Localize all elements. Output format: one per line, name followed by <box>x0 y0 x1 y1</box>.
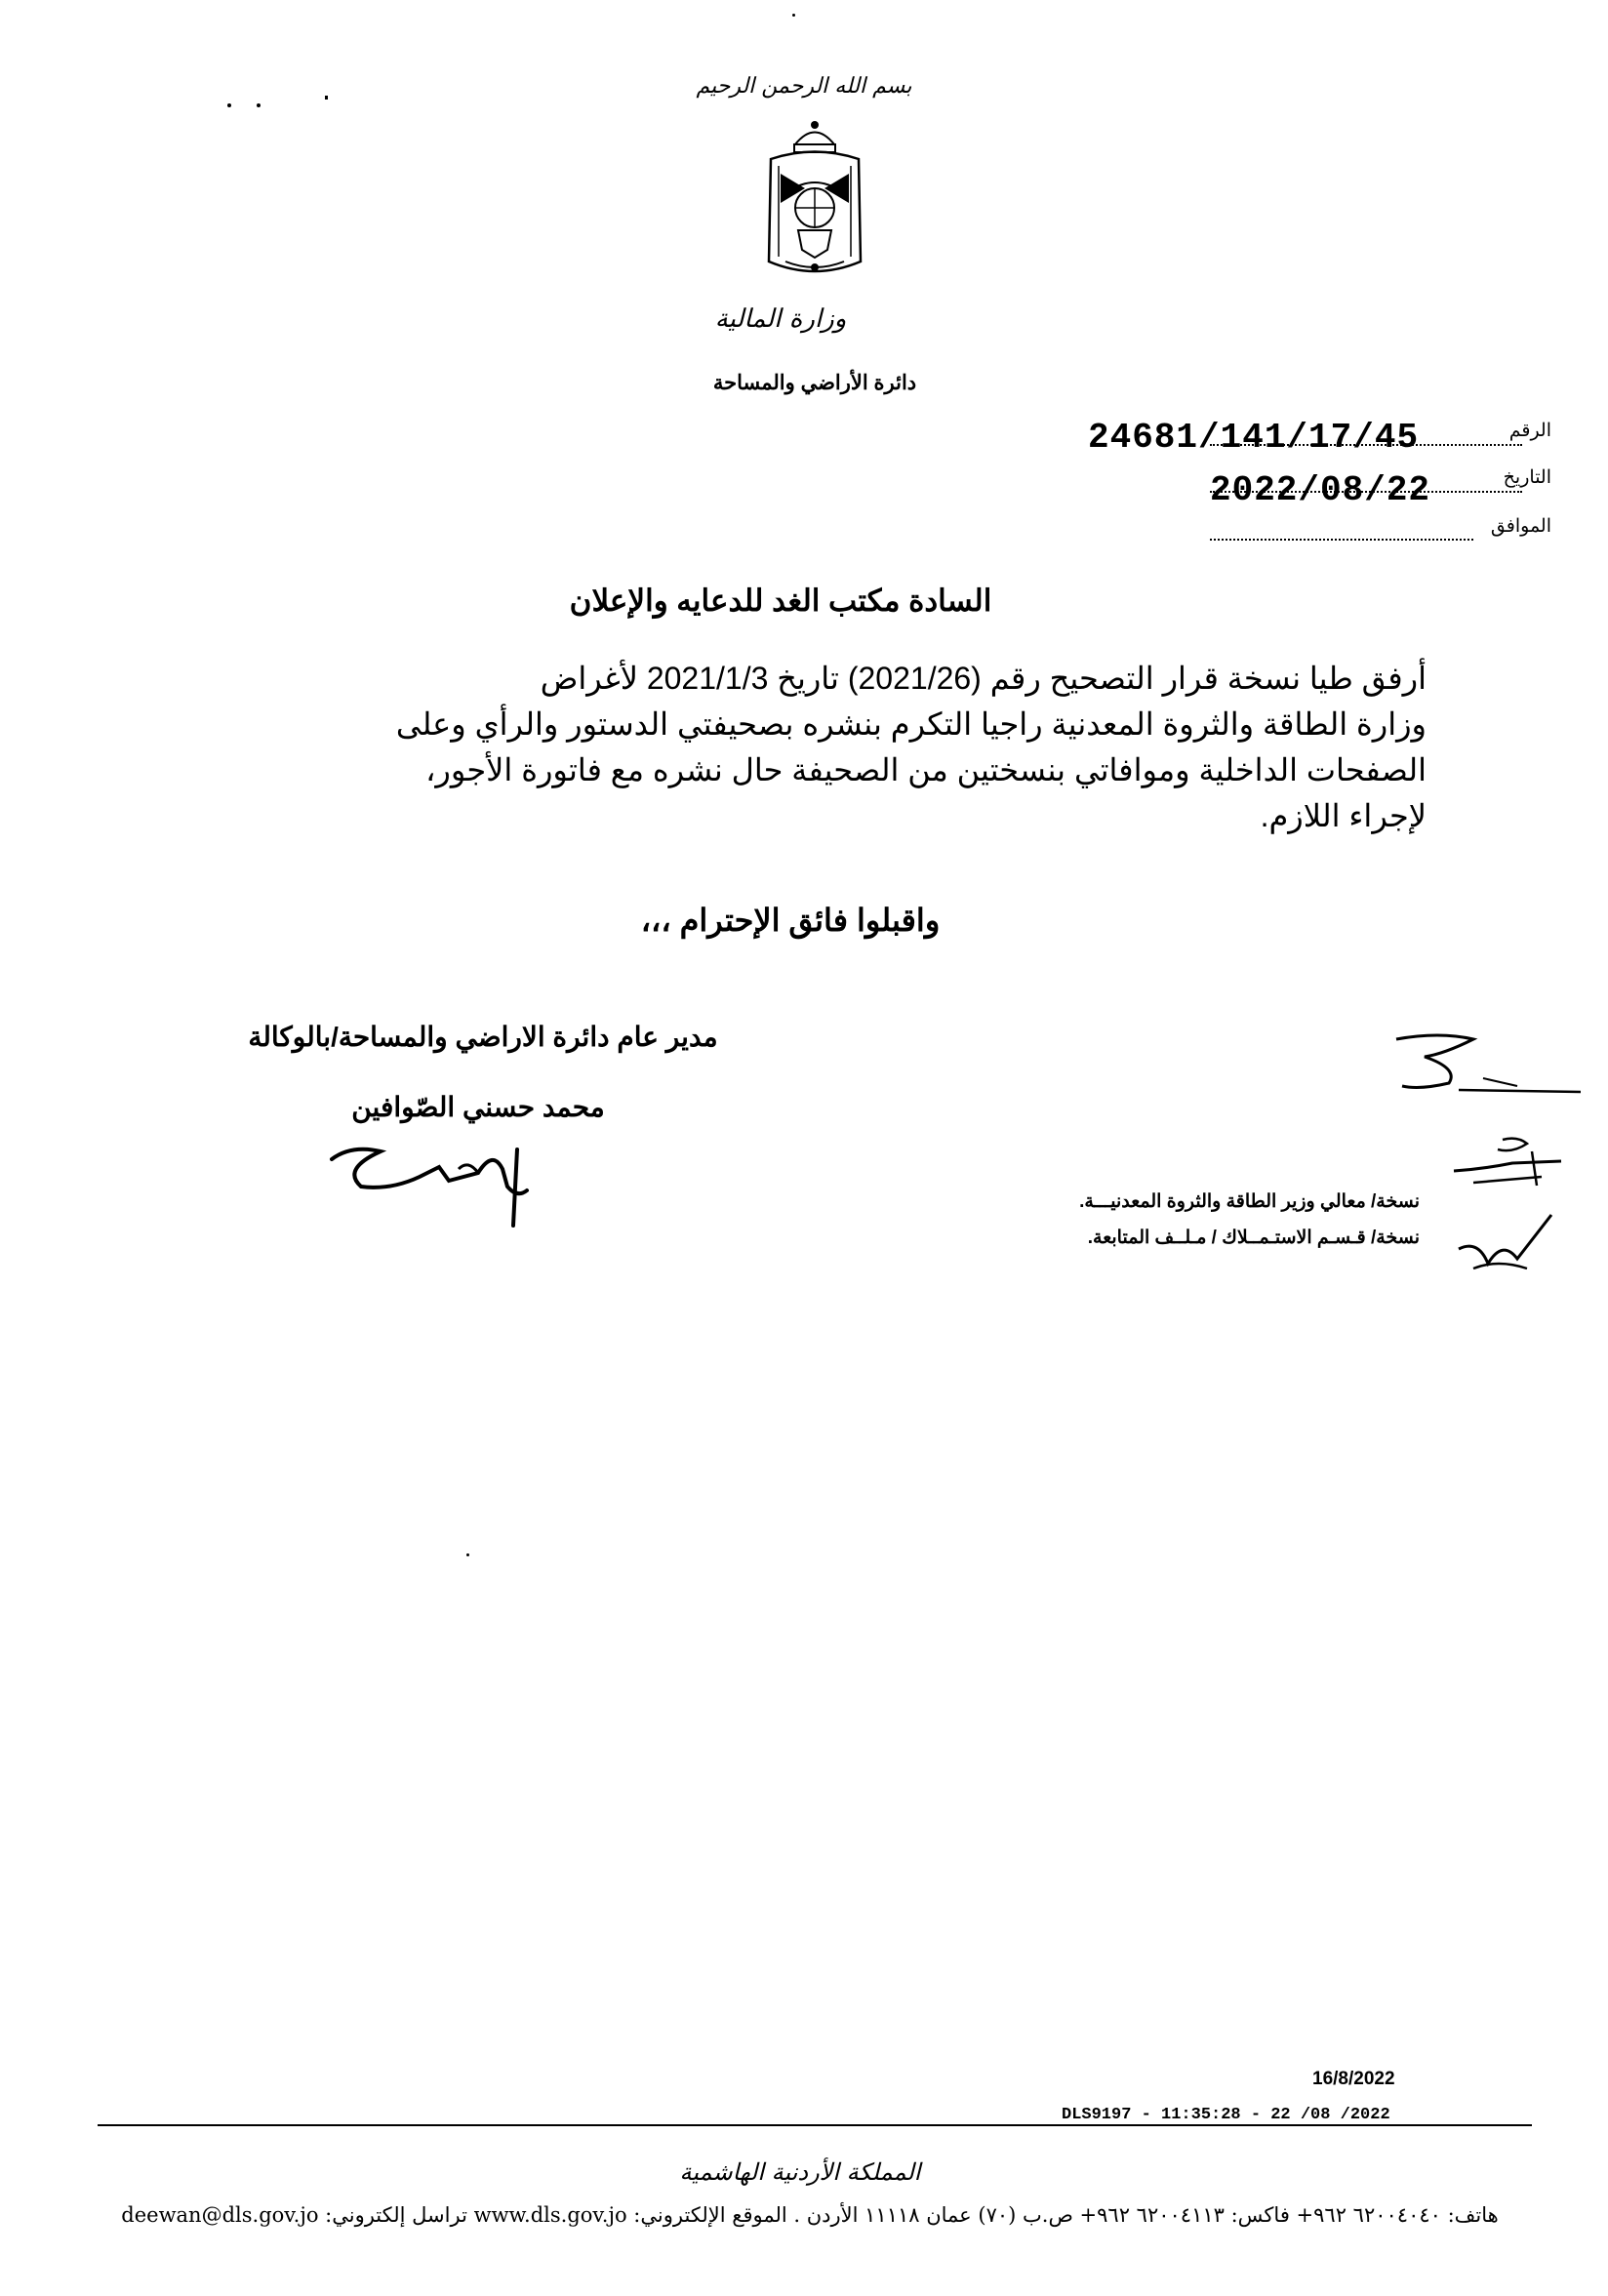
corresponding-label: الموافق <box>1490 516 1551 537</box>
scan-mark <box>227 103 231 107</box>
date-label: التاريخ <box>1503 467 1551 488</box>
date-value: 2022/08/22 <box>1210 470 1431 510</box>
number-label: الرقم <box>1508 421 1551 441</box>
body-line: الصفحات الداخلية وموافاتي بنسختين من الصحيفة حال نشره مع فاتورة الأجور، <box>425 752 1427 787</box>
system-stamp: DLS9197 - 11:35:28 - 22 /08 /2022 <box>1062 2106 1390 2124</box>
basmala: بسم الله الرحمن الرحيم <box>696 74 912 99</box>
handwritten-initials <box>1444 1132 1576 1195</box>
contact-line: هاتف: ٦٢٠٠٤٠٤٠ ٩٦٢+ فاكس: ٦٢٠٠٤١١٣ ٩٦٢+ ص.ب (٧٠) عمان ١١١١٨ الأردن . الموقع الإلكتروني: www.dls.gov.jo تراسل إلكتروني: deewan@dls.gov.jo <box>121 2203 1499 2227</box>
jordan-coat-of-arms-emblem <box>751 115 878 281</box>
addressee: السادة مكتب الغد للدعايه والإعلان <box>569 584 992 618</box>
corresponding-underline <box>1210 539 1473 541</box>
scan-mark <box>257 103 261 107</box>
ministry-name: وزارة المالية <box>714 304 847 334</box>
letter-body <box>185 656 1427 839</box>
signatory-name: محمد حسني الصّوافين <box>351 1092 605 1122</box>
body-line: أرفق طيا نسخة قرار التصحيح رقم (2021/26) تاريخ 2021/1/3 لأغراض <box>540 661 1427 696</box>
handwritten-initials <box>1449 1210 1561 1278</box>
print-date: 16/8/2022 <box>1312 2069 1395 2089</box>
scan-mark <box>792 14 795 17</box>
closing-salutation: واقبلوا فائق الإحترام ،،، <box>640 903 941 938</box>
copy-line: نسخة/ قـسـم الاستـمــلاك / مـلــف المتابعة. <box>1087 1228 1420 1248</box>
number-value: 24681/141/17/45 <box>1088 418 1420 458</box>
department-name: دائرة الأراضي والمساحة <box>712 372 917 394</box>
handwritten-signature <box>322 1130 556 1228</box>
scan-mark <box>325 96 328 100</box>
body-line: لإجراء اللازم. <box>1260 798 1427 833</box>
footer-rule <box>98 2124 1532 2126</box>
handwritten-initials <box>1390 1029 1586 1103</box>
copy-line: نسخة/ معالي وزير الطاقة والثروة المعدنيـــة. <box>1079 1191 1420 1212</box>
scan-mark <box>466 1553 469 1556</box>
signatory-title: مدير عام دائرة الاراضي والمساحة/بالوكالة <box>248 1022 718 1052</box>
body-line: وزارة الطاقة والثروة المعدنية راجيا التكرم بنشره بصحيفتي الدستور والرأي وعلى <box>395 706 1427 742</box>
kingdom-name: المملكة الأردنية الهاشمية <box>679 2158 921 2186</box>
